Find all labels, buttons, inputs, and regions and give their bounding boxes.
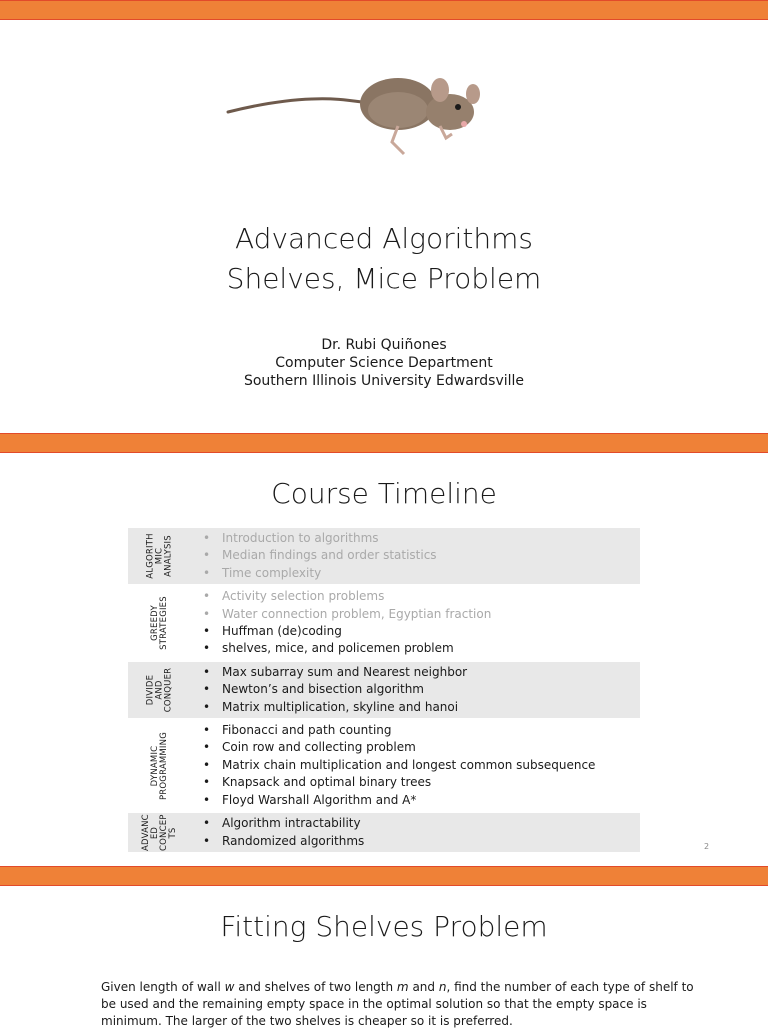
timeline-label: DIVIDE AND CONQUER <box>145 667 174 713</box>
var-w: w <box>224 980 235 994</box>
list-item: • Floyd Warshall Algorithm and A* <box>200 792 640 809</box>
mouse-image <box>222 62 484 162</box>
slide1-title-line1: Advanced Algorithms <box>235 222 533 255</box>
slide3-title: Fitting Shelves Problem <box>220 910 548 943</box>
list-item: • Fibonacci and path counting <box>200 722 640 739</box>
department-name: Computer Science Department <box>275 355 493 371</box>
timeline-label: DYNAMIC PROGRAMMING <box>150 731 169 800</box>
slide1-title-line2: Shelves, Mice Problem <box>226 262 542 295</box>
list-item: • Time complexity <box>200 565 640 582</box>
text-run: and shelves of two length <box>234 980 397 994</box>
list-item: • Coin row and collecting problem <box>200 739 640 756</box>
var-n: n <box>438 980 447 994</box>
list-item: • Median findings and order statistics <box>200 547 640 564</box>
timeline-row-advanced <box>128 813 640 852</box>
list-item: • Huffman (de)coding <box>200 623 640 640</box>
author-block <box>0 336 768 390</box>
list-item: • Introduction to algorithms <box>200 530 640 547</box>
list-item: • Algorithm intractability <box>200 815 640 832</box>
timeline-row-dynamic <box>128 720 640 811</box>
slide-header-bar <box>0 433 768 453</box>
page-number: 2 <box>704 842 710 851</box>
list-item: • Water connection problem, Egyptian fraction <box>200 606 640 623</box>
university-name: Southern Illinois University Edwardsville <box>243 373 525 389</box>
list-item: • Matrix chain multiplication and longest common subsequence <box>200 757 640 774</box>
slide-header-bar <box>0 0 768 20</box>
slide-header-bar <box>0 866 768 886</box>
timeline-label: GREEDY STRATEGIES <box>150 596 169 650</box>
timeline-label: ALGORITH MIC ANALYSIS <box>145 533 174 579</box>
list-item: • Matrix multiplication, skyline and hanoi <box>200 699 640 716</box>
list-item: • Randomized algorithms <box>200 833 640 850</box>
timeline-row-greedy <box>128 586 640 660</box>
list-item: • Activity selection problems <box>200 588 640 605</box>
list-item: • shelves, mice, and policemen problem <box>200 640 640 657</box>
slide2-title: Course Timeline <box>271 477 497 510</box>
list-item: • Newton’s and bisection algorithm <box>200 681 640 698</box>
timeline-row-divide <box>128 662 640 718</box>
text-run: Given length of wall <box>101 980 225 994</box>
course-timeline <box>128 528 640 854</box>
timeline-row-analysis <box>128 528 640 584</box>
list-item: • Max subarray sum and Nearest neighbor <box>200 664 640 681</box>
text-run: , find the number of each type of shelf to be used and the remaining empty space in the optimal solution so that the empty space is minimum. The larger of the two shelves is cheaper so it is preferred. <box>101 980 694 1028</box>
problem-statement <box>101 979 701 1030</box>
author-name: Dr. Rubi Quiñones <box>321 337 447 353</box>
text-run: and <box>408 980 439 994</box>
list-item: • Knapsack and optimal binary trees <box>200 774 640 791</box>
var-m: m <box>396 980 409 994</box>
timeline-label: ADVANC ED CONCEP TS <box>141 813 178 851</box>
